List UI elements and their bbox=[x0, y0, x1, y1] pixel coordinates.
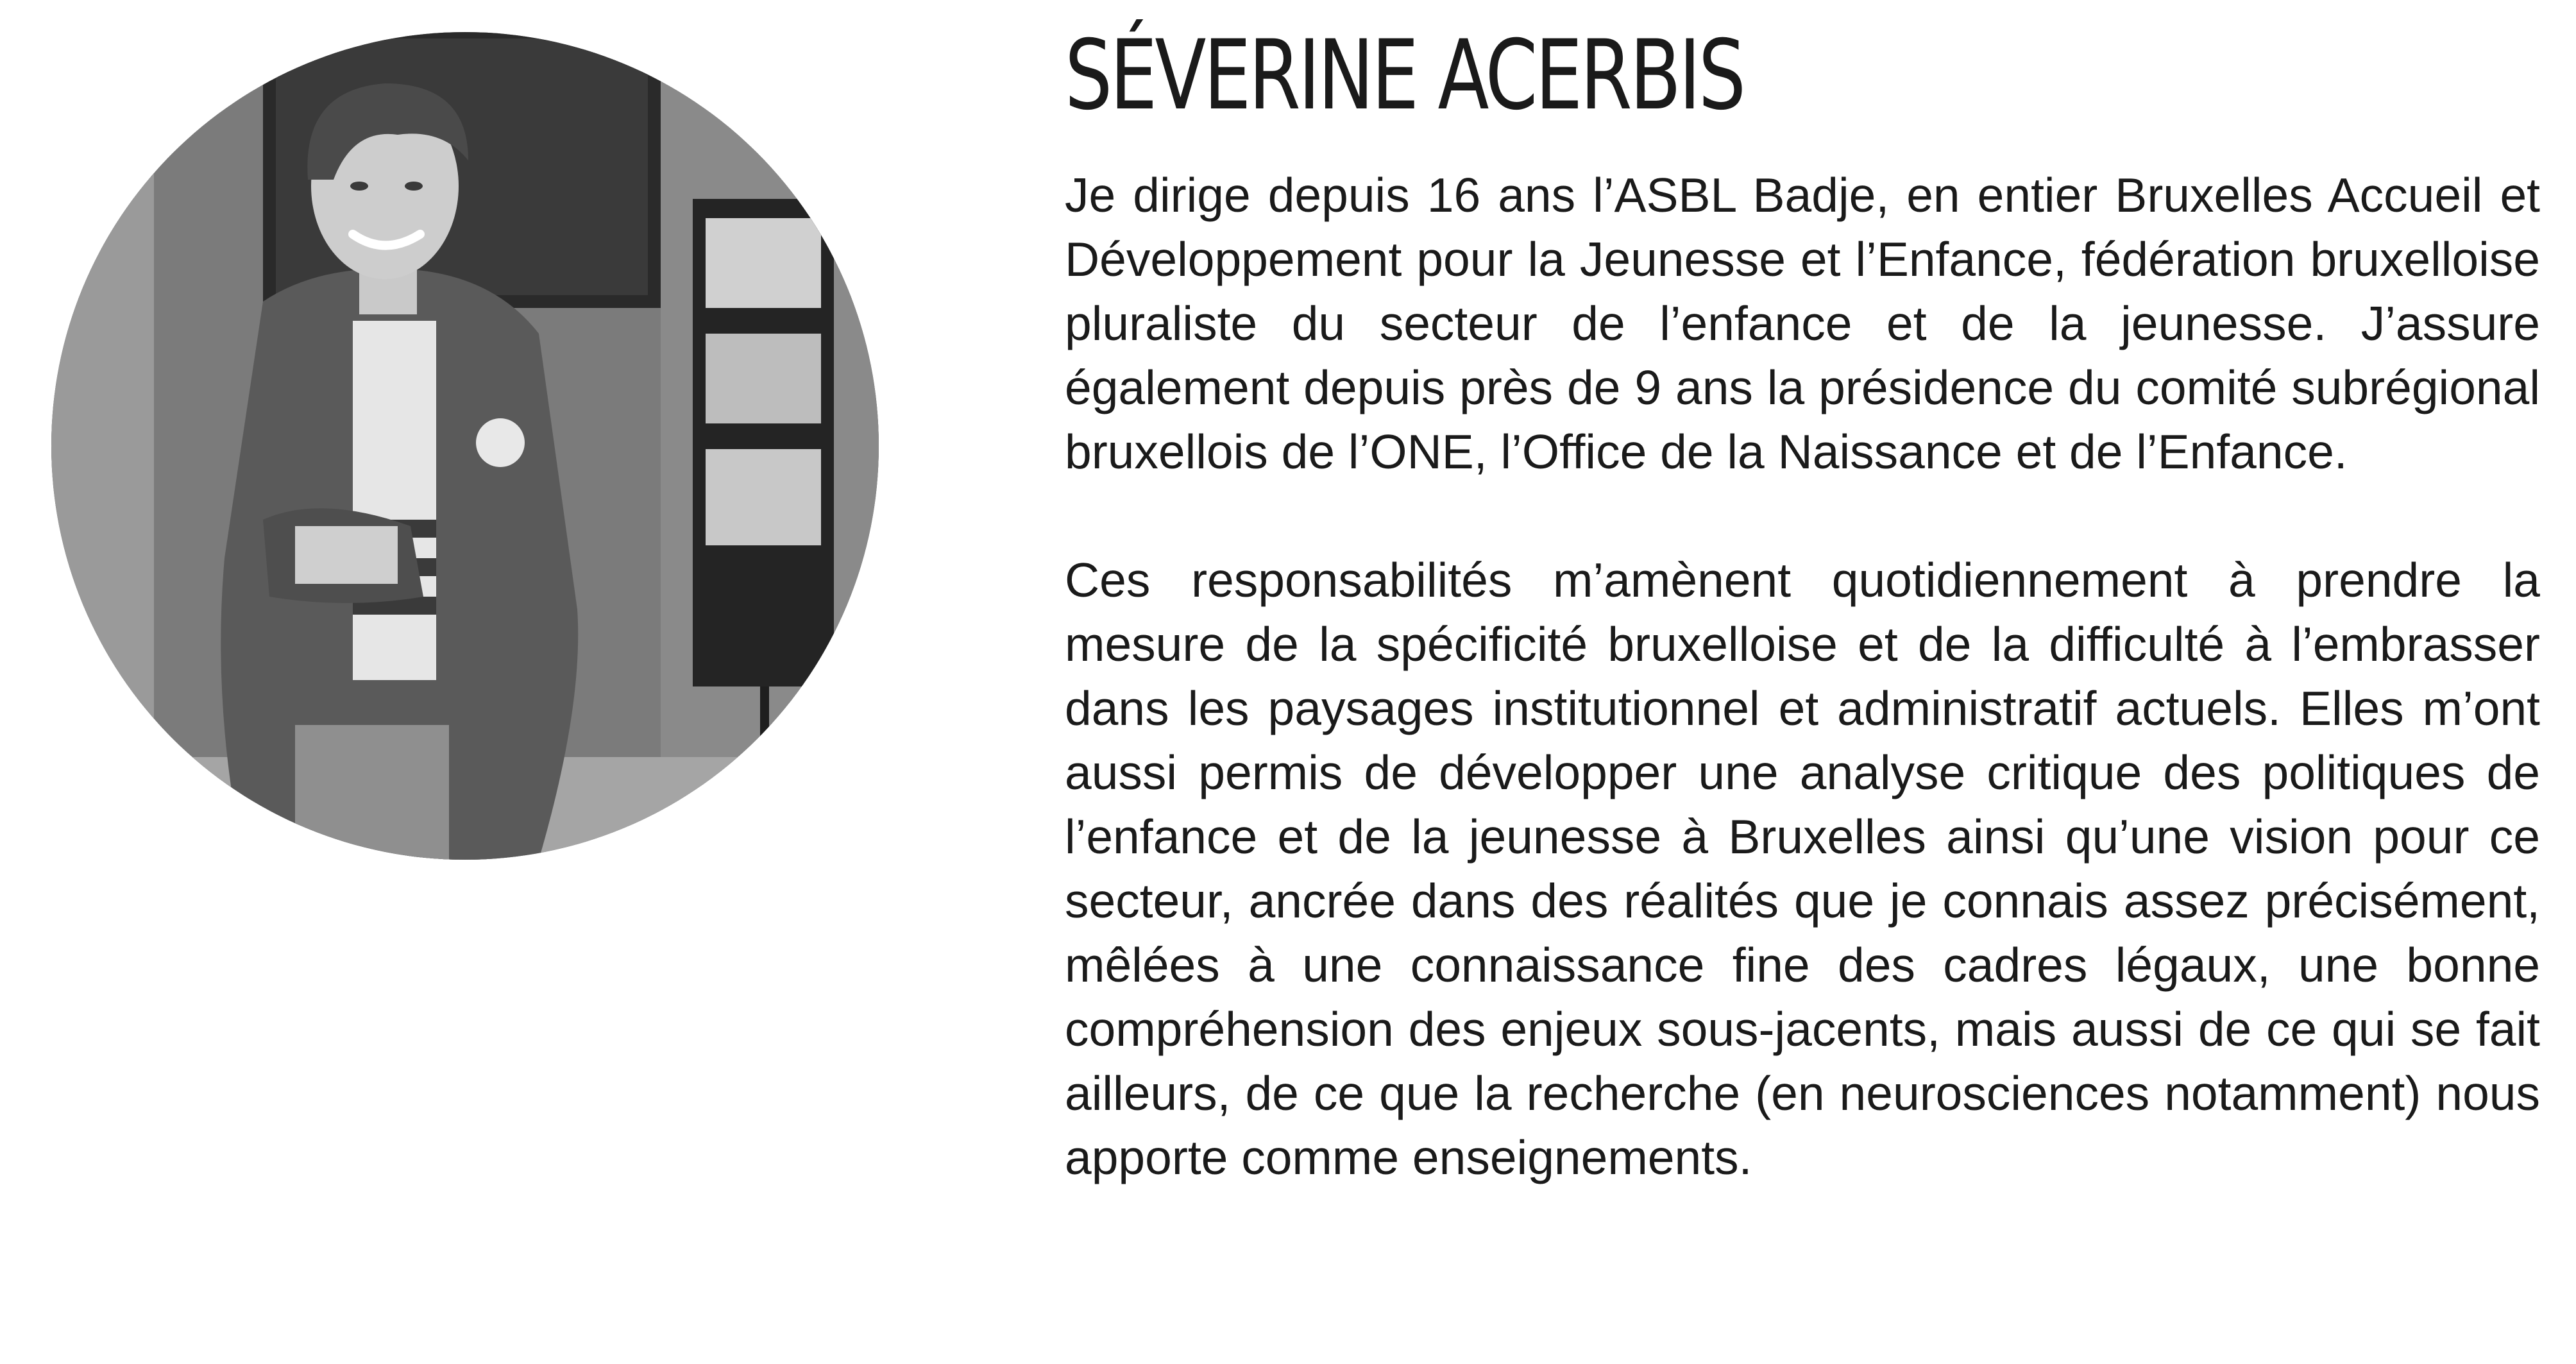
bio-section bbox=[1065, 20, 2540, 1189]
portrait-photo bbox=[51, 32, 879, 860]
bio-paragraph-2: Ces responsabilités m’amènent quotidiennement à prendre la mesure de la spécificité bruxelloise et de la difficulté à l’embrasser dans les paysages institutionnel et administratif actuels. Elles m’ont aussi permis de développer une analyse critique des politiques de l’enfance et de la jeunesse à Bruxelles ainsi qu’une vision pour ce secteur, ancrée dans des réalités que je connais assez précisément, mêlées à une connaissance fine des cadres légaux, une bonne compréhension des enjeux sous-jacents, mais aussi de ce qui se fait ailleurs, de ce que la recherche (en neurosciences notamment) nous apporte comme enseignements. bbox=[1065, 552, 2540, 1184]
person-name: SÉVERINE ACERBIS bbox=[1065, 20, 1744, 132]
bio-paragraph-1: Je dirige depuis 16 ans l’ASBL Badje, en entier Bruxelles Accueil et Développement pour la Jeunesse et l’Enfance, fédération bruxelloise pluraliste du secteur de l’enfance et de la jeunesse. J’assure également depuis près de 9 ans la présidence du comité subrégional bruxellois de l’ONE, l’Office de la Naissance et de l’Enfance. bbox=[1065, 167, 2540, 479]
